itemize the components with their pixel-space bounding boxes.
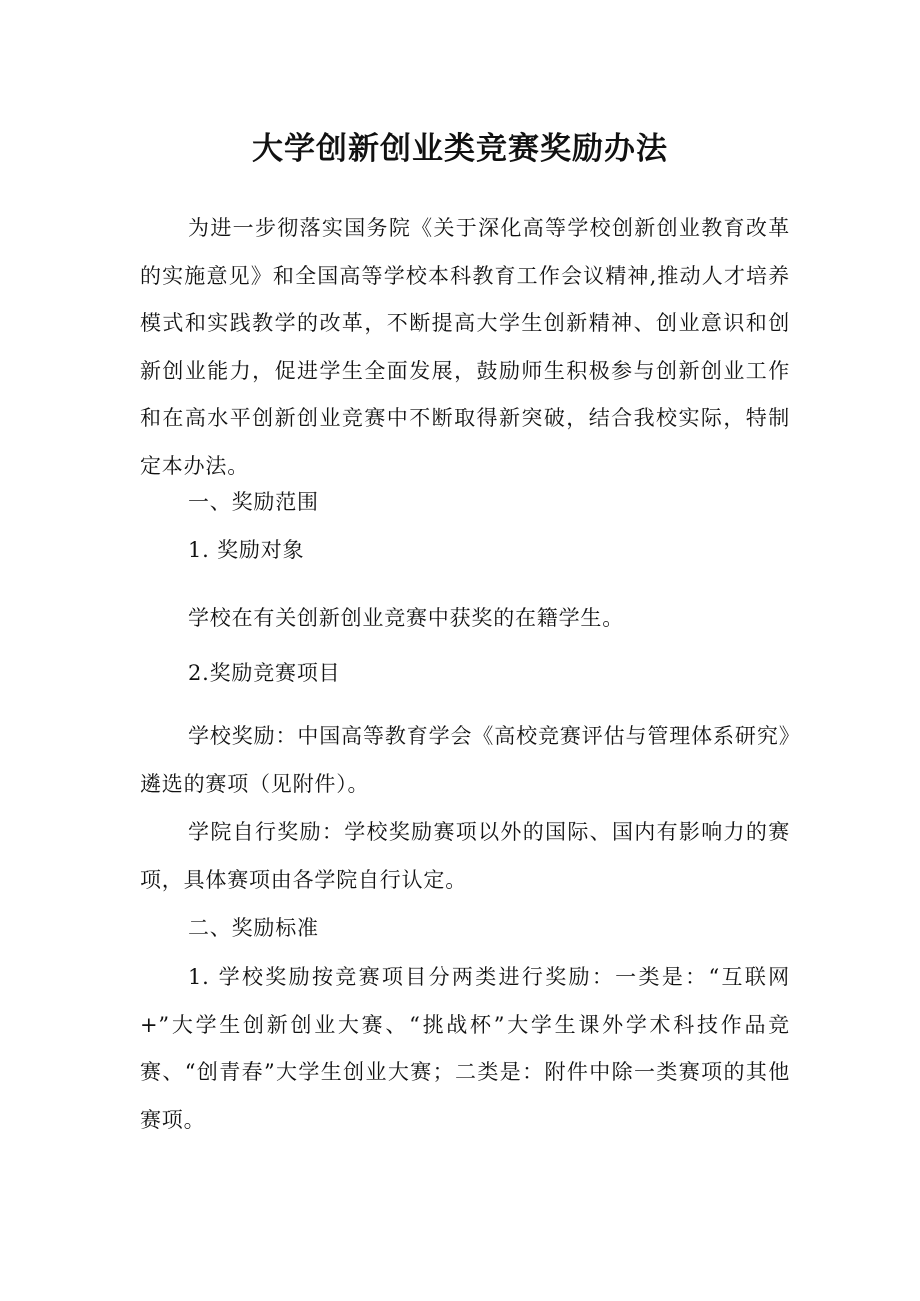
item-heading-competitions: 2.奖励竞赛项目 (188, 661, 341, 685)
intro-paragraph: 为进一步彻落实国务院《关于深化高等学校创新创业教育改革的实施意见》和全国高等学校本科教育工作会议精神,推动人才培养模式和实践教学的改革，不断提高大学生创新精神、创业意识和创新创业能力，促进学生全面发展，鼓励师生积极参与创新创业工作和在高水平创新创业竞赛中不断取得新突破，结合我校实际，特制定本办法。 (140, 216, 790, 478)
document-title: 大学创新创业类竞赛奖励办法 (252, 131, 668, 167)
item-text-recipients: 学校在有关创新创业竞赛中获奖的在籍学生。 (188, 606, 624, 630)
item-text-award-categories: 1. 学校奖励按竞赛项目分两类进行奖励：一类是：“互联网+”大学生创新创业大赛、“挑战杯”大学生课外学术科技作品竞赛、“创青春”大学生创业大赛；二类是：附件中除一类赛项的其他赛项。 (140, 965, 790, 1132)
item-text-college-awards: 学院自行奖励：学校奖励赛项以外的国际、国内有影响力的赛项，具体赛项由各学院自行认定。 (140, 820, 790, 892)
section-heading-standards: 二、奖励标准 (188, 916, 319, 940)
section-heading-scope: 一、奖励范围 (188, 490, 319, 514)
item-text-school-awards: 学校奖励：中国高等教育学会《高校竞赛评估与管理体系研究》遴选的赛项（见附件）。 (140, 724, 790, 796)
item-heading-recipients: 1. 奖励对象 (188, 538, 305, 562)
